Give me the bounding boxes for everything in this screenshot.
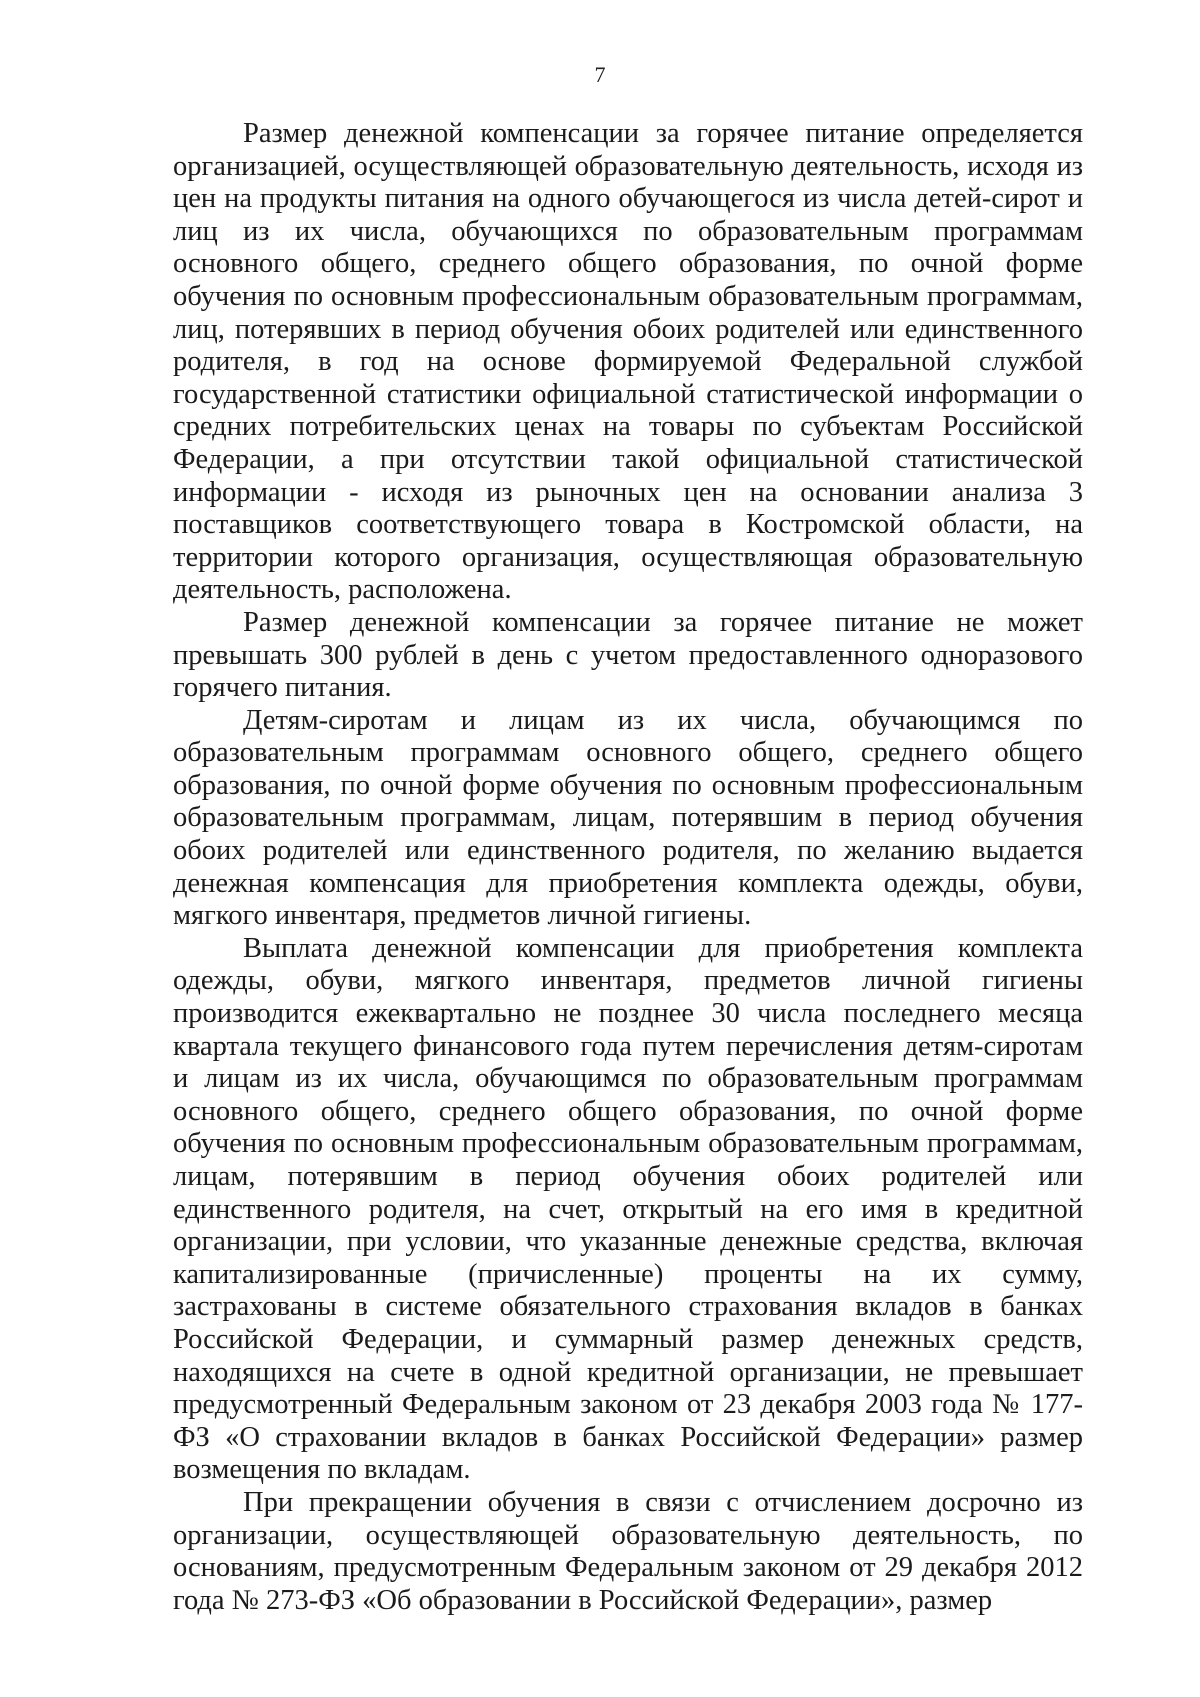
paragraph-payment-procedure: Выплата денежной компенсации для приобретения комплекта одежды, обуви, мягкого инвентаря, предметов личной гигиены производится ежеквартально не позднее 30 числа последнего месяца квартала текущего финансового года путем перечисления детям-сиротам и лицам из их числа, обучающимся по образовательным программам основного общего, среднего общего образования, по очной форме обучения по основным профессиональным образовательным программам, лицам, потерявшим в период обучения обоих родителей или единственного родителя, на счет, открытый на его имя в кредитной организации, при условии, что указанные денежные средства, включая капитализированные (причисленные) проценты на их сумму, застрахованы в системе обязательного страхования вкладов в банках Российской Федерации, и суммарный размер денежных средств, находящихся на счете в одной кредитной организации, не превышает предусмотренный Федеральным законом от 23 декабря 2003 года № 177-ФЗ «О страховании вкладов в банках Российской Федерации» размер возмещения по вкладам. xyxy=(173,932,1083,1486)
document-body xyxy=(173,118,1083,1617)
paragraph-clothing-compensation: Детям-сиротам и лицам из их числа, обучающимся по образовательным программам основного общего, среднего общего образования, по очной форме обучения по основным профессиональным образовательным программам, лицам, потерявшим в период обучения обоих родителей или единственного родителя, по желанию выдается денежная компенсация для приобретения комплекта одежды, обуви, мягкого инвентаря, предметов личной гигиены. xyxy=(173,704,1083,932)
paragraph-compensation-limit: Размер денежной компенсации за горячее питание не может превышать 300 рублей в день с учетом предоставленного одноразового горячего питания. xyxy=(173,606,1083,704)
paragraph-termination-of-study: При прекращении обучения в связи с отчислением досрочно из организации, осуществляющей образовательную деятельность, по основаниям, предусмотренным Федеральным законом от 29 декабря 2012 года № 273-ФЗ «Об образовании в Российской Федерации», размер xyxy=(173,1486,1083,1616)
paragraph-hot-meal-compensation-size: Размер денежной компенсации за горячее питание определяется организацией, осуществляющей образовательную деятельность, исходя из цен на продукты питания на одного обучающегося из числа детей-сирот и лиц из их числа, обучающихся по образовательным программам основного общего, среднего общего образования, по очной форме обучения по основным профессиональным образовательным программам, лиц, потерявших в период обучения обоих родителей или единственного родителя, в год на основе формируемой Федеральной службой государственной статистики официальной статистической информации о средних потребительских ценах на товары по субъектам Российской Федерации, а при отсутствии такой официальной статистической информации - исходя из рыночных цен на основании анализа 3 поставщиков соответствующего товара в Костромской области, на территории которого организация, осуществляющая образовательную деятельность, расположена. xyxy=(173,118,1083,606)
page-number: 7 xyxy=(594,62,606,87)
